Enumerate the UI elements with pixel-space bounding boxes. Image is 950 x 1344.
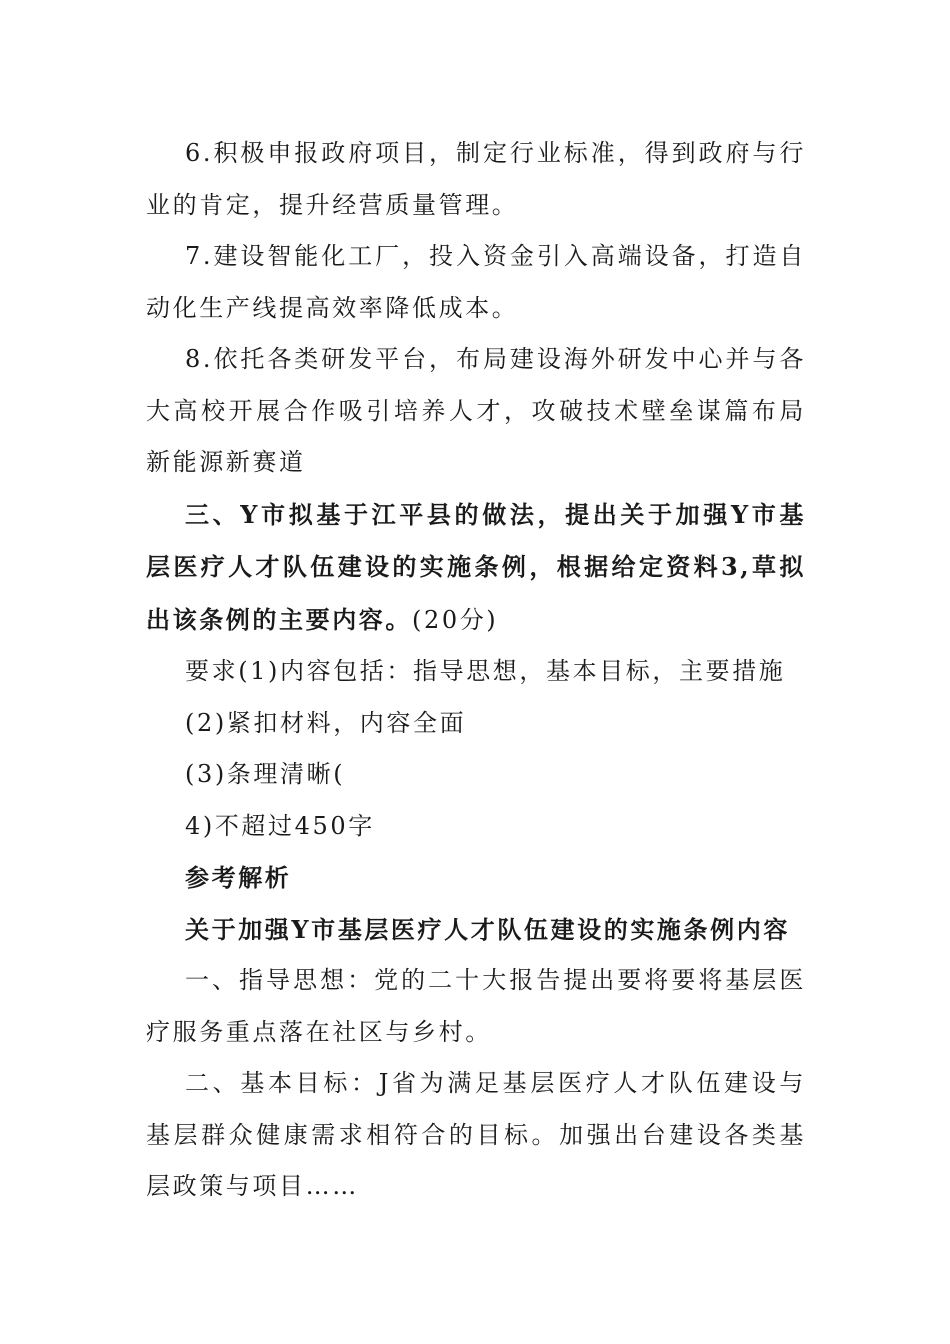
- list-item-8: 8.依托各类研发平台，布局建设海外研发中心并与各大高校开展合作吸引培养人才，攻破技术壁垒谋篇布局新能源新赛道: [146, 345, 806, 476]
- answer-section-1: 一、指导思想：党的二十大报告提出要将要将基层医疗服务重点落在社区与乡村。: [146, 966, 806, 1046]
- requirement-2: (2)紧扣材料，内容全面: [185, 708, 467, 737]
- question-text: 三、Y市拟基于江平县的做法，提出关于加强Y市基层医疗人才队伍建设的实施条例，根据给定资料3,草拟出该条例的主要内容。: [146, 499, 806, 634]
- list-item-6: 6.积极申报政府项目，制定行业标准，得到政府与行业的肯定，提升经营质量管理。: [146, 139, 806, 219]
- document-page: [146, 128, 806, 1213]
- answer-section-2: 二、基本目标：J省为满足基层医疗人才队伍建设与基层群众健康需求相符合的目标。加强出台建设各类基层政策与项目……: [146, 1069, 806, 1200]
- requirement-4: 4)不超过450字: [185, 811, 375, 840]
- answer-heading: 参考解析: [185, 863, 292, 892]
- requirement-1: 要求(1)内容包括：指导思想，基本目标，主要措施: [185, 657, 786, 685]
- answer-title: 关于加强Y市基层医疗人才队伍建设的实施条例内容: [185, 914, 790, 944]
- requirement-3: (3)条理清晰(: [185, 760, 346, 788]
- list-item-7: 7.建设智能化工厂，投入资金引入高端设备，打造自动化生产线提高效率降低成本。: [146, 242, 806, 322]
- question-paragraph: [146, 489, 806, 647]
- question-points: (20分): [412, 605, 499, 634]
